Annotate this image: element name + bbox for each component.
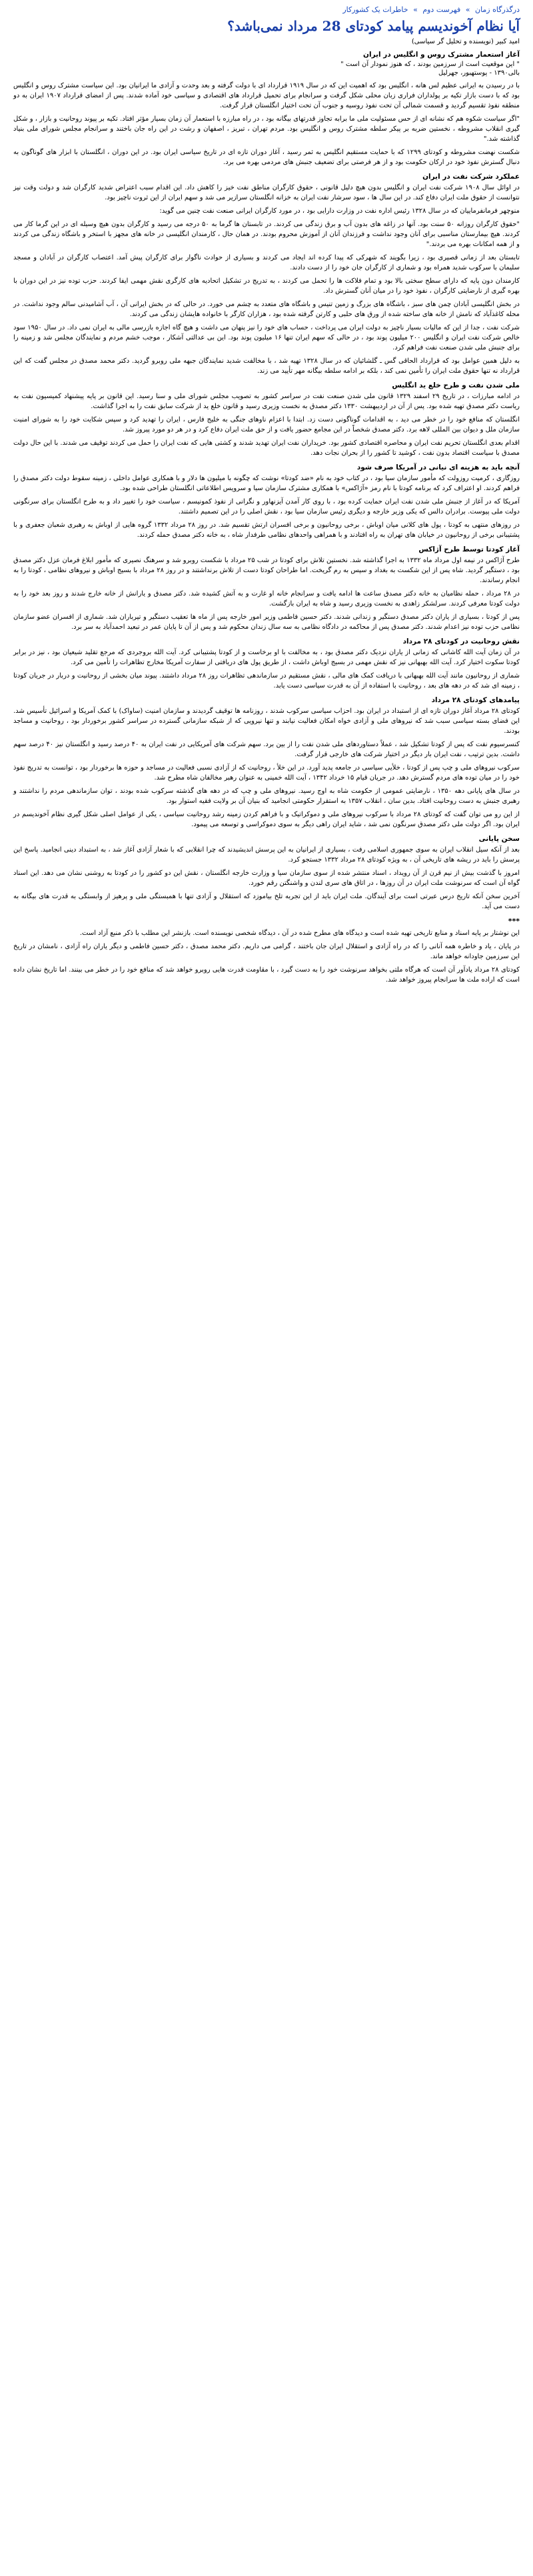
section-heading: آغاز استعمار مشترک روس و انگلیس در ایران bbox=[363, 51, 520, 59]
paragraph: در آن زمان آیت الله کاشانی که زمانی از یاران نزدیک دکتر مصدق بود ، به مخالفت با او برخاست و از کودتا پشتیبانی کرد. آیت الله بروجردی که مرجع تقلید شیعیان بود ، نیز در برابر کودتا سکوت اختیار کرد. آیت الله بهبهانی نیز که نقش مهمی در بسیج اوباش داشت ، از طریق پول های دریافتی از سفارت آمریکا مخارج تظاهرات را تأمین می کرد. bbox=[13, 649, 520, 666]
nav-separator: » bbox=[413, 5, 418, 14]
section-body bbox=[13, 706, 520, 830]
paragraph: پس از کودتا ، بسیاری از یاران دکتر مصدق دستگیر و زندانی شدند. دکتر حسین فاطمی وزیر امور خارجه پس از ماه ها تعقیب دستگیر و تیرباران شد. شماری از افسران عضو سازمان نظامی حزب توده نیز اعدام شدند. دکتر مصدق پس از محاکمه در دادگاه نظامی به سه سال زندان محکوم شد و پس از آن تا پایان عمر در تبعید احمدآباد به سر برد. bbox=[13, 613, 520, 631]
paragraph: "حقوق کارگران روزانه ۵۰ سنت بود. آنها در زاغه های بدون آب و برق زندگی می کردند. در تابستان ها گرما به ۵۰ درجه می رسید و کارگران بدون هیچ وسیله ای در این گرما کار می کردند. هیچ بیمارستان مناسبی برای آنان وجود نداشت و فرزندان آنان از آموزش محروم بودند. در همان حال ، کارمندان انگلیسی در خانه های مجهز با استخر و باشگاه زندگی می کردند و از همه امکانات بهره می بردند." bbox=[13, 221, 520, 248]
section-heading: نقش روحانیت در کودتای ۲۸ مرداد bbox=[402, 637, 520, 646]
section-body bbox=[13, 555, 520, 632]
paragraph: "اگر سیاست شکوه هم که نشانه ای از حس مسئولیت ملی ما برابه تجاوز قدرتهای بیگانه بود ، در راه مبارزه با استعمار آن زمان بسیار مؤثر افتاد. تکیه بر پیوند روحانیت و بازار ، و شکل گیری انقلاب مشروطه ، نخستین ضربه بر پیکر سلطه مشترک روس و انگلیس بود. مردم تهران ، تبریز ، اصفهان و رشت در این راه جان باختند و سرانجام مجلس شورای ملی بنیاد گذاشته شد." bbox=[13, 115, 520, 143]
paragraph: شکست نهضت مشروطه و کودتای ۱۲۹۹ که با حمایت مستقیم انگلیس به ثمر رسید ، آغاز دوران تازه ای در تاریخ سیاسی ایران بود. در این دوران ، انگلستان با ابزار های گوناگون به دنبال گسترش نفوذ خود در ارکان حکومت بود و از هر فرصتی برای تضعیف جنبش های مردمی بهره می برد. bbox=[13, 149, 520, 166]
article-meta: بالی۱۳۹۰ - پوستهبور، جهرلیل bbox=[438, 69, 520, 77]
paragraph: بعد از آنکه سیل انقلاب ایران به سوی جمهوری اسلامی رفت ، بسیاری از ایرانیان به این پرسش اندیشیدند که چرا انقلابی که با شعار آزادی آغاز شد ، به استبداد دینی انجامید. پاسخ این پرسش را باید در ریشه های تاریخی آن ، به ویژه کودتای ۲۸ مرداد ۱۳۳۲ جستجو کرد. bbox=[13, 846, 520, 864]
section-heading: ملی شدن نفت و طرح خلع ید انگلیس bbox=[392, 381, 520, 389]
section-body bbox=[13, 473, 520, 540]
paragraph: از این رو می توان گفت که کودتای ۲۸ مرداد با سرکوب نیروهای ملی و دموکراتیک و با فراهم کردن زمینه رشد روحانیت سیاسی ، یکی از عوامل اصلی شکل گیری نظام آخوندیسم در ایران بود. اگر دولت ملی دکتر مصدق سرنگون نمی شد ، شاید ایران راهی دیگر به سوی دموکراسی و توسعه می پیمود. bbox=[13, 811, 520, 828]
section-heading: پیامدهای کودتای ۲۸ مرداد bbox=[431, 696, 520, 704]
paragraph: در بخش انگلیسی آبادان چمن های سبز ، باشگاه های بزرگ و زمین تنیس و باشگاه های متعدد به چشم می خورد. در حالی که در بخش ایرانی آن ، آب آشامیدنی سالم وجود نداشت. در محله کاغذآباد که نامش از خانه های ساخته شده از ورق های حلبی و کارتن گرفته شده بود ، هزاران کارگر با خانواده هایشان زندگی می کردند. bbox=[13, 301, 520, 318]
breadcrumb bbox=[13, 5, 520, 14]
section-body bbox=[13, 183, 520, 376]
section-heading: عملکرد شرکت نفت در ایران bbox=[422, 173, 520, 181]
paragraph: کودتای ۲۸ مرداد یادآور آن است که هرگاه ملتی بخواهد سرنوشت خود را به دست گیرد ، با مقاومت قدرت هایی روبرو خواهد شد که منافع خود را در خطر می بینند. اما تاریخ نشان داده است که اراده ملت ها سرانجام پیروز خواهد شد. bbox=[13, 966, 520, 984]
paragraph: شماری از روحانیون مانند آیت الله بهبهانی با دریافت کمک های مالی ، نقش مستقیم در سازماندهی تظاهرات روز ۲۸ مرداد داشتند. پیوند میان بخشی از روحانیت و دربار در جریان کودتا ، زمینه ای شد که در دهه های بعد ، روحانیت با استفاده از آن به قدرت سیاسی دست یابد. bbox=[13, 672, 520, 690]
section-body bbox=[13, 845, 520, 912]
section-heading: سخن پایانی bbox=[478, 835, 520, 843]
section-divider: *** bbox=[508, 917, 520, 926]
paragraph: کنسرسیوم نفت که پس از کودتا تشکیل شد ، عملاً دستاوردهای ملی شدن نفت را از بین برد. سهم شرکت های آمریکایی در نفت ایران به ۴۰ درصد رسید و انگلستان نیز ۴۰ درصد سهم داشت. بدین ترتیب ، نفت ایران بار دیگر در اختیار شرکت های خارجی قرار گرفت. bbox=[13, 741, 520, 758]
section-heading: آنچه باید به هزینه ای نیانی در آمریکا صرف شود bbox=[356, 463, 520, 471]
author-byline: امید کبیر (نویسنده و تحلیل گر سیاسی) bbox=[411, 38, 520, 45]
paragraph: روزگاری ، کرمیت روزولت که مأمور سازمان سیا بود ، در کتاب خود به نام «ضد کودتا» نوشت که چگونه با میلیون ها دلار و با همکاری عوامل داخلی ، زمینه سقوط دولت دکتر مصدق را فراهم کردند. او اعتراف کرد که برنامه کودتا با نام رمز «آژاکس» با همکاری مشترک سازمان سیا و سرویس اطلاعاتی انگلستان طراحی شده بود. bbox=[13, 475, 520, 492]
paragraph: انگلستان که منافع خود را در خطر می دید ، به اقدامات گوناگونی دست زد. ابتدا با اعزام ناوهای جنگی به خلیج فارس ، ایران را تهدید کرد و سپس شکایت خود را به شورای امنیت سازمان ملل و دیوان بین المللی لاهه برد. دکتر مصدق شخصاً در این مجامع حضور یافت و از حق ملت ایران دفاع کرد و در هر دو مورد پیروز شد. bbox=[13, 416, 520, 433]
section-body bbox=[13, 648, 520, 691]
paragraph: در روزهای منتهی به کودتا ، پول های کلانی میان اوباش ، برخی روحانیون و برخی افسران ارتش تقسیم شد. در روز ۲۸ مرداد ۱۳۳۲ گروه هایی از اوباش به رهبری شعبان جعفری و با پشتیبانی برخی از روحانیون در خیابان های تهران به راه افتادند و با همراهی واحدهای نظامی طرفدار شاه ، به خانه دکتر مصدق حمله کردند. bbox=[13, 521, 520, 539]
section-body bbox=[13, 391, 520, 458]
paragraph: در ۲۸ مرداد ، حمله نظامیان به خانه دکتر مصدق ساعت ها ادامه یافت و سرانجام خانه او غارت و به آتش کشیده شد. دکتر مصدق و یارانش از خانه خارج شدند و روز بعد خود را به دولت کودتا معرفی کردند. سرلشکر زاهدی به نخست وزیری رسید و شاه به ایران بازگشت. bbox=[13, 590, 520, 607]
paragraph: کودتای ۲۸ مرداد آغاز دوران تازه ای از استبداد در ایران بود. احزاب سیاسی سرکوب شدند ، روزنامه ها توقیف گردیدند و سازمان امنیت (ساواک) با کمک آمریکا و اسرائیل تأسیس شد. این فضای بسته سیاسی سبب شد که نیروهای ملی و آزادی خواه امکان فعالیت نیابند و تنها نیرویی که از شبکه سازمانی گسترده در سراسر کشور برخوردار بود ، روحانیت و مساجد بودند. bbox=[13, 708, 520, 735]
epigraph-quote: " این موقعیت است از سرزمین بودند ، که هنوز نمودار آن است " bbox=[340, 61, 520, 68]
paragraph: منوچهر فرمانفرماییان که در سال ۱۳۲۸ رئیس اداره نفت در وزارت دارایی بود ، در مورد کارگران ایرانی صنعت نفت چنین می گوید: bbox=[159, 207, 520, 215]
paragraph: کارمندان دون پایه که دارای سطح سختی بالا بود و تمام فلاکت ها را تحمل می کردند ، به تدریج در تشکیل اتحادیه های کارگری نقش مهمی ایفا کردند. حزب توده نیز در این دوران با بهره گیری از نارضایتی کارگران ، نفوذ خود را در میان آنان گسترش داد. bbox=[13, 277, 520, 295]
paragraph: امروز با گذشت بیش از نیم قرن از آن رویداد ، اسناد منتشر شده از سوی سازمان سیا و وزارت خارجه انگلستان ، نقش این دو کشور را در کودتا به روشنی نشان می دهد. این اسناد گواه آن است که سرنوشت ملت ایران در آن روزها ، در اتاق های سری لندن و واشنگتن رقم خورد. bbox=[13, 870, 520, 887]
paragraph: سرکوب نیروهای ملی و چپ پس از کودتا ، خلأیی سیاسی در جامعه پدید آورد. در این خلأ ، روحانیت که از آزادی نسبی فعالیت در مساجد و حوزه ها برخوردار بود ، توانست به تدریج نفوذ خود را در میان توده های مردم گسترش دهد. در جریان قیام ۱۵ خرداد ۱۳۴۲ ، آیت الله خمینی به عنوان رهبر مخالفان شاه مطرح شد. bbox=[13, 764, 520, 782]
nav-category-link[interactable]: فهرست دوم bbox=[422, 5, 461, 14]
page-title: آیا نظام آخوندیسم پیامد کودتای 28 مرداد نمی‌باشد؟ bbox=[227, 18, 520, 34]
paragraph: اقدام بعدی انگلستان تحریم نفت ایران و محاصره اقتصادی کشور بود. خریداران نفت ایران تهدید شدند و کشتی هایی که نفت ایران را حمل می کردند توقیف می شدند. با این حال دولت مصدق با سیاست اقتصاد بدون نفت ، کوشید تا کشور را از بحران نجات دهد. bbox=[13, 439, 520, 457]
paragraph: تابستان بعد از زمانی قصیری بود ، زیرا بگویند که شهرکی که پیدا کرده اند ایجاد می کردند و بسیاری از حوادث ناگوار برای کارگران پیش آمد. اعتصاب کارگران در آبادان و مسجد سلیمان با سرکوب شدید همراه بود و شماری از کارگران جان خود را از دست دادند. bbox=[13, 254, 520, 271]
paragraph: در ادامه مبارزات ، در تاریخ ۲۹ اسفند ۱۳۲۹ قانون ملی شدن صنعت نفت در سراسر کشور به تصویب مجلس شورای ملی و سنا رسید. این قانون بر پایه پیشنهاد کمیسیون نفت به ریاست دکتر مصدق تهیه شده بود. پس از آن در اردیبهشت ۱۳۳۰ دکتر مصدق به نخست وزیری رسید و قانون خلع ید از شرکت سابق نفت را به اجرا گذاشت. bbox=[13, 393, 520, 410]
paragraph: در اوائل سال ۱۹۰۸ شرکت نفت ایران و انگلیس بدون هیچ دلیل قانونی ، حقوق کارگران مناطق نفت خیز را کاهش داد. این اقدام سبب اعتراض شدید کارگران شد و دولت وقت نیز نتوانست از حقوق ملت ایران دفاع کند. در این سال ها ، سود سرشار نفت ایران به خزانه انگلستان سرازیر می شد و سهم ایران از این ثروت ناچیز بود. bbox=[13, 184, 520, 201]
page bbox=[7, 0, 526, 1002]
nav-home-link[interactable]: درگذرگاه زمان bbox=[474, 5, 520, 14]
section-heading: آغاز کودتا توسط طرح آژاکس bbox=[418, 545, 520, 553]
paragraph: به دلیل همین عوامل بود که قرارداد الحاقی گس ـ گلشائیان که در سال ۱۳۲۸ تهیه شد ، با مخالفت شدید نمایندگان جبهه ملی روبرو گردید. دکتر محمد مصدق در مجلس گفت که این قرارداد نه تنها حقوق ملت ایران را تأمین نمی کند ، بلکه بر ادامه سلطه بیگانه مهر تأیید می زند. bbox=[13, 357, 520, 375]
section-body bbox=[13, 81, 520, 167]
paragraph: با در رسیدن به ایرانی عظیم لس هانه ، انگلیس بود که اهمیت این که در سال ۱۹۱۹ قرارداد ای با دولت گرفته و بعد وحدت و آزادی ما ایرانیان بود. این سیاست مشترک روس و انگلیس بود که با دست بازار تکیه بر پولداران فراری زبان محلی شکل گرفت و سرانجام برای تحمیل قرارداد های اقتصادی و سیاسی خود آماده شدند. پس از امضای قرارداد ۱۹۰۷ ایران به دو منطقه نفوذ تقسیم گردید و قسمت شمالی آن تحت نفوذ روسیه و جنوب آن تحت اختیار انگلستان قرار گرفت. bbox=[13, 82, 520, 109]
paragraph: شرکت نفت ، جدا از این که مالیات بسیار ناچیز به دولت ایران می پرداخت ، حساب های خود را نیز پنهان می داشت و هیچ گاه اجازه بازرسی مالی به ایران نمی داد. در سال ۱۹۵۰ سود خالص شرکت نفت ایران و انگلیس ۲۰۰ میلیون پوند بود ، در حالی که سهم ایران تنها ۱۶ میلیون پوند بود. این بی عدالتی آشکار ، موجب خشم مردم و نمایندگان مجلس شد و زمینه را برای جنبش ملی شدن صنعت نفت فراهم کرد. bbox=[13, 324, 520, 351]
paragraph: آمریکا که در آغاز از جنبش ملی شدن نفت ایران حمایت کرده بود ، با روی کار آمدن آیزنهاور و نگرانی از نفوذ کمونیسم ، سیاست خود را تغییر داد و به طرح انگلستان برای سرنگونی دولت ملی پیوست. برادران دالس که یکی وزیر خارجه و دیگری رئیس سازمان سیا بود ، نقش اصلی را در این تصمیم داشتند. bbox=[13, 498, 520, 515]
paragraph: این نوشتار بر پایه اسناد و منابع تاریخی تهیه شده است و دیدگاه های مطرح شده در آن ، دیدگاه شخصی نویسنده است. بازنشر این مطلب با ذکر منبع آزاد است. bbox=[79, 930, 520, 937]
paragraph: طرح آژاکس در نیمه اول مرداد ماه ۱۳۳۲ به اجرا گذاشته شد. نخستین تلاش برای کودتا در شب ۲۵ مرداد با شکست روبرو شد و سرهنگ نصیری که مأمور ابلاغ فرمان عزل دکتر مصدق بود ، دستگیر گردید. شاه پس از این شکست به بغداد و سپس به رم گریخت. اما طراحان کودتا دست از تلاش برنداشتند و در روز ۲۸ مرداد با بسیج اوباش و نیروهای نظامی ، کودتا را به انجام رساندند. bbox=[13, 557, 520, 584]
paragraph: در پایان ، یاد و خاطره همه آنانی را که در راه آزادی و استقلال ایران جان باختند ، گرامی می داریم. دکتر محمد مصدق ، دکتر حسین فاطمی و دیگر یاران راه آزادی ، نامشان در تاریخ این سرزمین جاودانه خواهد ماند. bbox=[13, 943, 520, 960]
nav-sub-link[interactable]: خاطرات یک کشورکار bbox=[342, 5, 408, 14]
paragraph: آخرین سخن آنکه تاریخ درس عبرتی است برای آیندگان. ملت ایران باید از این تجربه تلخ بیاموزد که استقلال و آزادی تنها با همبستگی ملی و پرهیز از وابستگی به قدرت های بیگانه به دست می آید. bbox=[13, 893, 520, 910]
nav-separator: » bbox=[465, 5, 470, 14]
section-body bbox=[13, 928, 520, 985]
paragraph: در سال های پایانی دهه ۱۳۵۰ ، نارضایتی عمومی از حکومت شاه به اوج رسید. نیروهای ملی و چپ که در دهه های گذشته سرکوب شده بودند ، توان سازماندهی مردم را نداشتند و رهبری جنبش به دست روحانیت افتاد. بدین سان ، انقلاب ۱۳۵۷ به استقرار حکومتی انجامید که بنیان آن بر ولایت فقیه استوار بود. bbox=[13, 788, 520, 805]
